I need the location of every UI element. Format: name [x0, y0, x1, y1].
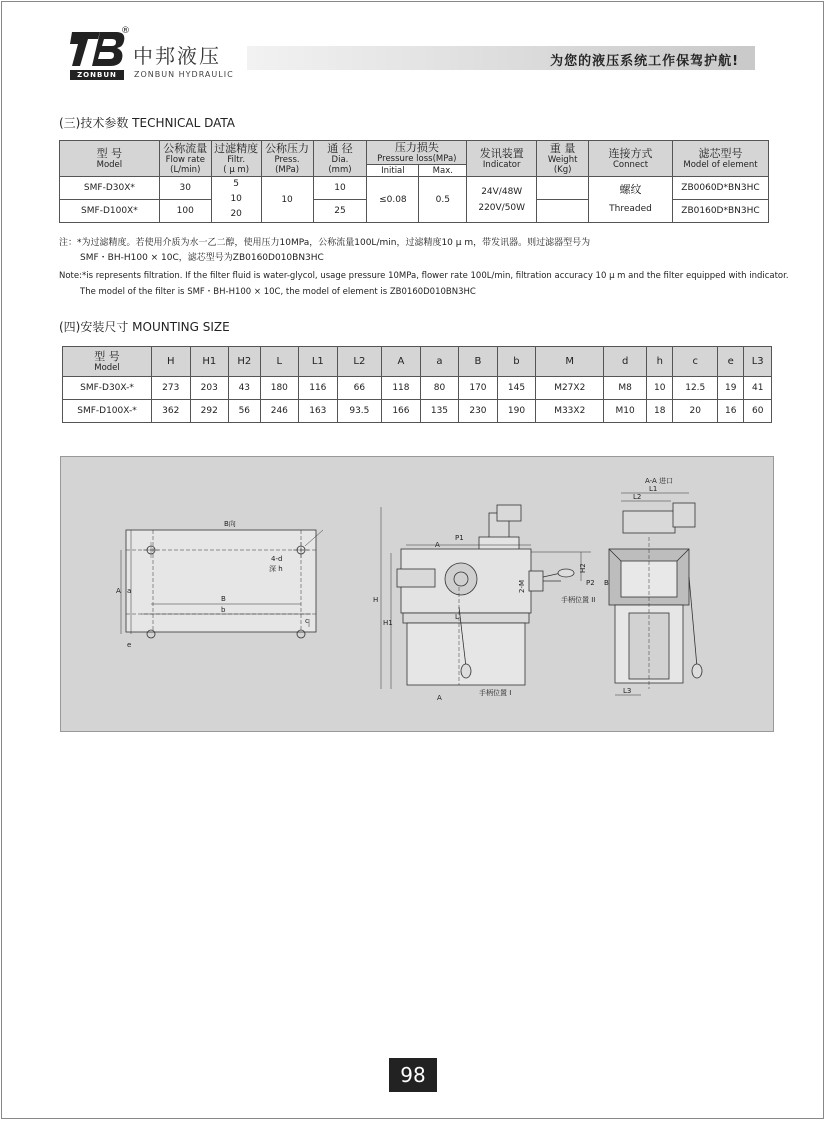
cell-value: M10	[604, 400, 647, 423]
cell-element: ZB0160D*BN3HC	[672, 200, 768, 223]
note-en-line-2: The model of the filter is SMF・BH-H100 × 10C, the model of element is ZB0160D010BN3HC	[80, 287, 476, 297]
cell-model: SMF-D100X-*	[63, 400, 152, 423]
logo-subtext: ZONBUN	[70, 70, 124, 80]
label-dim-l2: L2	[633, 493, 642, 501]
th-dim-h: H	[152, 347, 191, 377]
cell-value: 66	[337, 377, 382, 400]
cell-element: ZB0060D*BN3HC	[672, 177, 768, 200]
label-dim-c: c	[305, 617, 309, 625]
view-b-mounting-plate	[116, 519, 323, 649]
label-cut-a-bottom: A	[437, 694, 442, 702]
brand-name-en: ZONBUN HYDRAULIC	[134, 70, 234, 79]
cell-model: SMF-D100X*	[60, 200, 160, 223]
th-dim-l3: L3	[744, 347, 772, 377]
brand-name-cn: 中邦液压	[133, 44, 221, 68]
section-view-a-a	[609, 476, 702, 695]
label-dim-h2: H2	[579, 563, 587, 573]
th-dim-c: c	[673, 347, 718, 377]
cell-value: 43	[229, 377, 261, 400]
label-hole: 4-d	[271, 555, 283, 563]
cell-value: 246	[260, 400, 299, 423]
cell-value: 116	[299, 377, 338, 400]
th-pressure-loss: 压力损失 Pressure loss(MPa)	[367, 141, 467, 165]
th-weight: 重 量 Weight (Kg)	[537, 141, 589, 177]
label-hole-depth: 深 h	[269, 565, 283, 573]
mounting-drawing	[60, 456, 774, 732]
label-handle-position-1: 手柄位置 I	[479, 689, 512, 697]
cell-connect: 螺纹 Threaded	[589, 177, 673, 223]
cell-value: 19	[718, 377, 744, 400]
page-number: 98	[389, 1058, 437, 1092]
cell-value: 60	[744, 400, 772, 423]
th-dim-l1: L1	[299, 347, 338, 377]
label-dim-b-lower: b	[221, 606, 226, 614]
header-banner	[247, 46, 755, 70]
th-dim-l2: L2	[337, 347, 382, 377]
cell-value: 20	[673, 400, 718, 423]
th-filtr: 过滤精度 Filtr. ( μ m)	[211, 141, 261, 177]
cell-weight	[537, 200, 589, 223]
label-dim-l3: L3	[623, 687, 632, 695]
cell-value: 18	[647, 400, 673, 423]
label-dim-a-upper: A	[116, 587, 121, 595]
th-model: 型 号 Model	[63, 347, 152, 377]
th-dim-l: L	[260, 347, 299, 377]
label-cut-b: B	[604, 579, 609, 587]
label-port-p2: P2	[586, 579, 595, 587]
table-row	[63, 400, 772, 423]
th-dim-a: a	[420, 347, 459, 377]
cell-dia: 10	[313, 177, 367, 200]
cell-value: M33X2	[536, 400, 604, 423]
front-view-filter	[373, 505, 609, 702]
cell-value: 10	[647, 377, 673, 400]
registered-mark: ®	[121, 26, 130, 36]
cell-loss-max: 0.5	[419, 177, 467, 223]
th-dim-h2: H2	[229, 347, 261, 377]
technical-data-table	[59, 140, 769, 223]
cell-value: 41	[744, 377, 772, 400]
cell-value: M27X2	[536, 377, 604, 400]
cell-value: 230	[459, 400, 498, 423]
cell-model: SMF-D30X-*	[63, 377, 152, 400]
cell-weight	[537, 177, 589, 200]
label-dim-m: 2-M	[518, 579, 526, 593]
th-dim-b: b	[497, 347, 536, 377]
th-model: 型 号 Model	[60, 141, 160, 177]
table-row	[60, 177, 769, 200]
cell-value: 12.5	[673, 377, 718, 400]
header-slogan: 为您的液压系统工作保驾护航!	[550, 54, 739, 69]
th-dia: 通 径 Dia. (mm)	[313, 141, 367, 177]
cell-value: 163	[299, 400, 338, 423]
label-dim-h: H	[373, 596, 379, 604]
cell-value: 203	[190, 377, 229, 400]
th-dim-h1: H1	[190, 347, 229, 377]
cell-value: 118	[382, 377, 421, 400]
zb-logo-mark	[70, 30, 126, 68]
note-cn-line-1: 注：*为过滤精度。若使用介质为水一乙二醇，使用压力10MPa，公称流量100L/min，过滤精度10 μ m，带发讯器。则过滤器型号为	[59, 238, 591, 248]
cell-value: 56	[229, 400, 261, 423]
cell-value: 273	[152, 377, 191, 400]
th-element: 滤芯型号 Model of element	[672, 141, 768, 177]
th-loss-initial: Initial	[367, 165, 419, 177]
cell-value: 180	[260, 377, 299, 400]
note-en-line-1: Note:*is represents filtration. If the filter fluid is water-glycol, usage pressure 10MPa, flower rate 100L/min, filtration accuracy 10 μ m and the filter equipped with indicator.	[59, 271, 789, 281]
label-dim-b-upper: B	[221, 595, 226, 603]
th-connect: 连接方式 Connect	[589, 141, 673, 177]
label-section-a-a: A-A 进口	[645, 477, 674, 485]
mounting-size-table	[62, 346, 772, 423]
th-indicator: 发讯装置 Indicator	[467, 141, 537, 177]
cell-loss-initial: ≤0.08	[367, 177, 419, 223]
cell-flow: 100	[159, 200, 211, 223]
label-dim-h1: H1	[383, 619, 393, 627]
th-dim-m: M	[536, 347, 604, 377]
cell-press: 10	[261, 177, 313, 223]
label-dim-a-lower: a	[127, 587, 132, 595]
cell-indicator: 24V/48W 220V/50W	[467, 177, 537, 223]
label-dim-l1: L1	[649, 485, 658, 493]
note-cn-line-2: SMF・BH-H100 × 10C，滤芯型号为ZB0160D010BN3HC	[80, 253, 324, 263]
cell-value: 190	[497, 400, 536, 423]
cell-value: 16	[718, 400, 744, 423]
cell-value: 292	[190, 400, 229, 423]
th-press: 公称压力 Press. (MPa)	[261, 141, 313, 177]
label-dim-e: e	[127, 641, 132, 649]
cell-dia: 25	[313, 200, 367, 223]
label-cut-a-top: A	[435, 541, 440, 549]
th-loss-max: Max.	[419, 165, 467, 177]
cell-value: 93.5	[337, 400, 382, 423]
th-dim-d: d	[604, 347, 647, 377]
cell-value: 145	[497, 377, 536, 400]
label-handle-position-2: 手柄位置 II	[561, 596, 596, 604]
cell-value: 166	[382, 400, 421, 423]
section-title-technical-data: (三)技术参数 TECHNICAL DATA	[59, 116, 236, 130]
zonbun-logo	[70, 30, 130, 82]
label-view-b: B向	[224, 520, 236, 528]
cell-value: 80	[420, 377, 459, 400]
section-title-mounting-size: (四)安装尺寸 MOUNTING SIZE	[59, 320, 230, 334]
th-dim-e: e	[718, 347, 744, 377]
table-row	[63, 377, 772, 400]
cell-value: M8	[604, 377, 647, 400]
th-dim-a: A	[382, 347, 421, 377]
cell-filtr: 5 10 20	[211, 177, 261, 223]
label-port-p1: P1	[455, 534, 464, 542]
th-flow: 公称流量 Flow rate (L/min)	[159, 141, 211, 177]
th-dim-b: B	[459, 347, 498, 377]
cell-value: 362	[152, 400, 191, 423]
cell-value: 135	[420, 400, 459, 423]
cell-model: SMF-D30X*	[60, 177, 160, 200]
cell-value: 170	[459, 377, 498, 400]
th-dim-h: h	[647, 347, 673, 377]
label-dim-l: L	[455, 613, 459, 621]
cell-flow: 30	[159, 177, 211, 200]
